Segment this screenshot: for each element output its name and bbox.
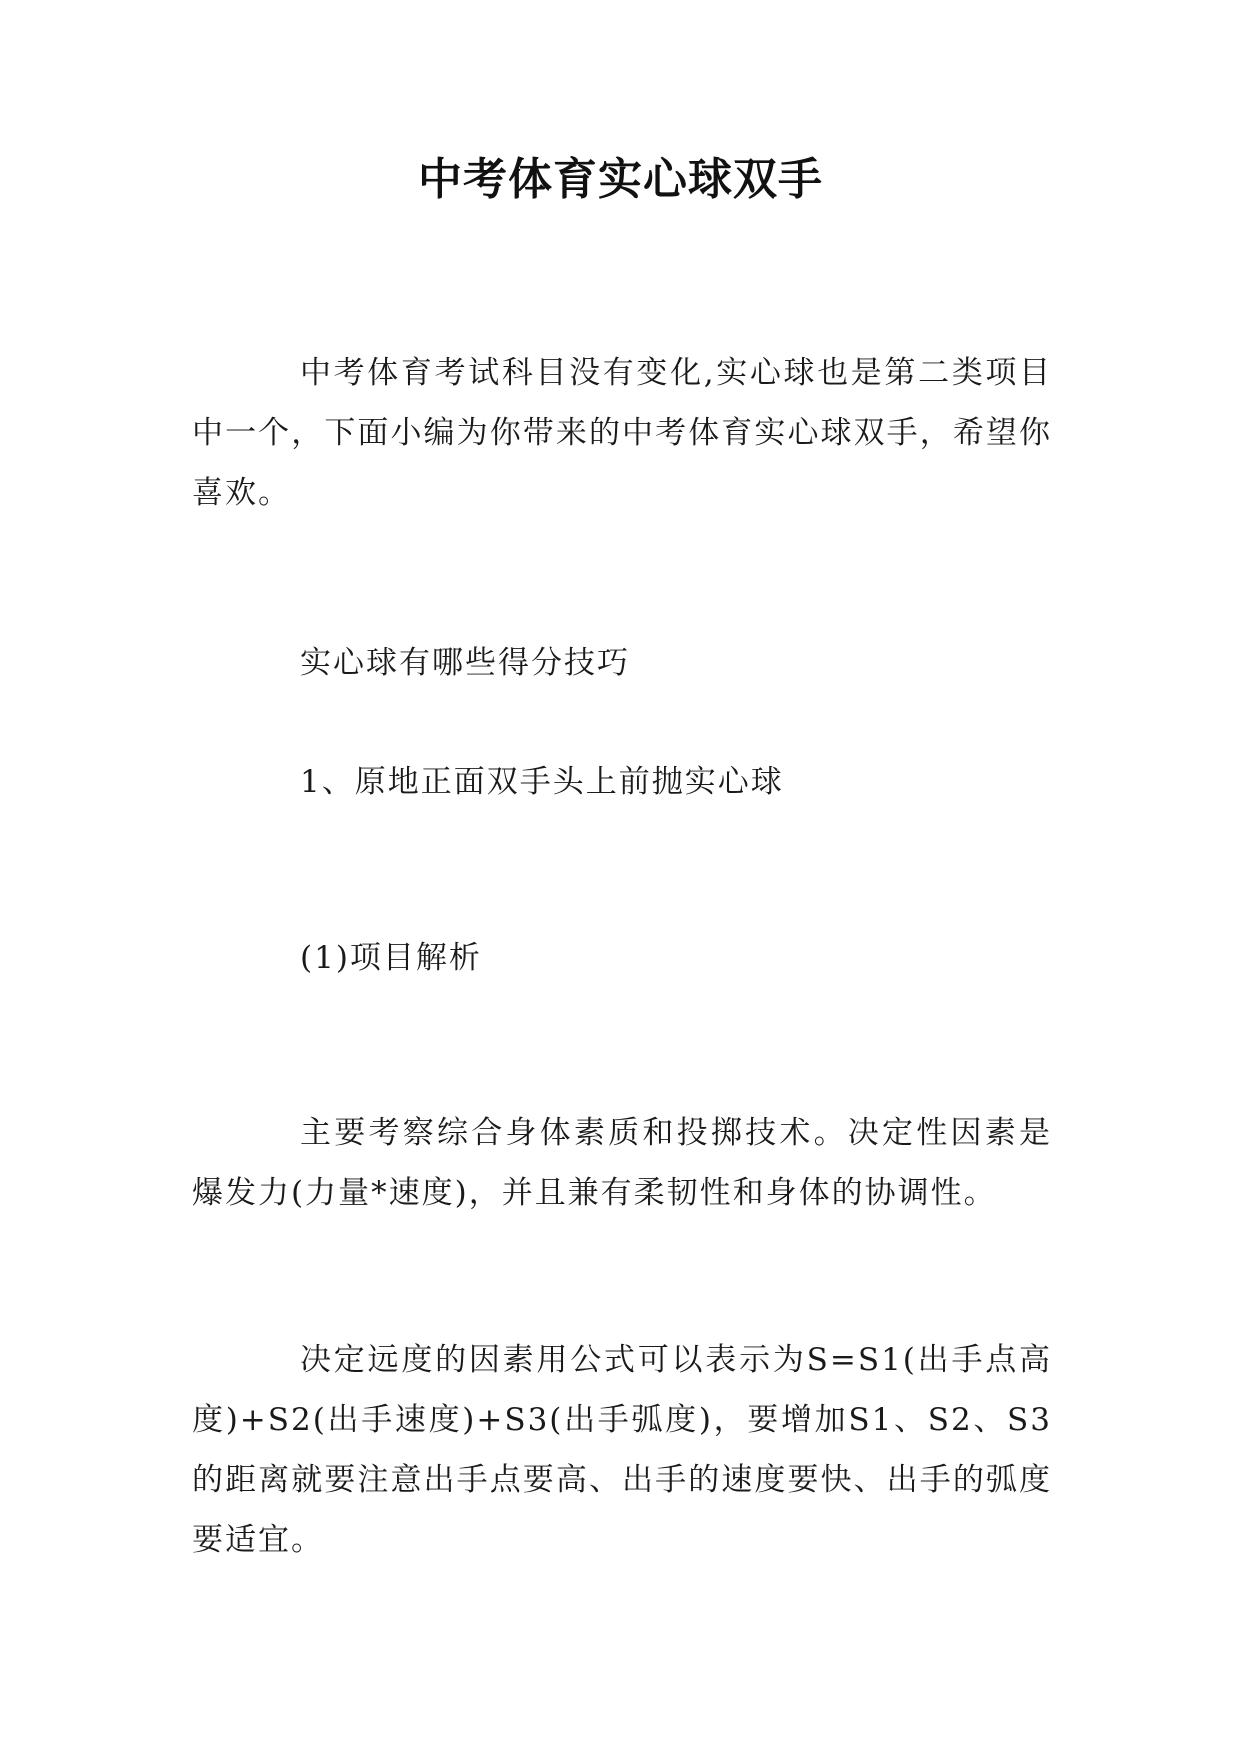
subheading-analysis: (1)项目解析 bbox=[300, 940, 482, 976]
section-heading-scoring-tips: 实心球有哪些得分技巧 bbox=[300, 645, 630, 681]
subheading-overhead-throw: 1、原地正面双手头上前抛实心球 bbox=[300, 764, 784, 800]
document-title: 中考体育实心球双手 bbox=[418, 154, 823, 205]
paragraph-main-assessment: 主要考察综合身体素质和投掷技术。决定性因素是爆发力(力量*速度)，并且兼有柔韧性和身体的协调性。 bbox=[192, 1115, 1052, 1211]
paragraph-intro: 中考体育考试科目没有变化,实心球也是第二类项目中一个，下面小编为你带来的中考体育实心球双手，希望你喜欢。 bbox=[192, 355, 1052, 511]
paragraph-distance-formula: 决定远度的因素用公式可以表示为S=S1(出手点高度)+S2(出手速度)+S3(出手弧度)，要增加S1、S2、S3的距离就要注意出手点要高、出手的速度要快、出手的弧度要适宜。 bbox=[192, 1342, 1052, 1558]
